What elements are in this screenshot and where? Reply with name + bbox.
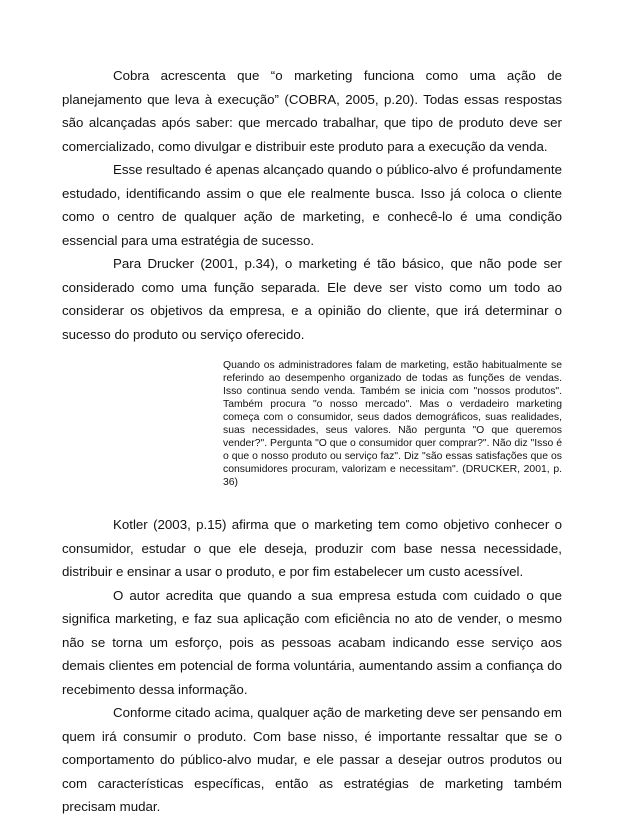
paragraph-conforme: Conforme citado acima, qualquer ação de marketing deve ser pensando em quem irá consumir o produto. Com base nisso, é importante ressaltar que se o comportamento do público-alvo mudar, e ele passar a desejar outros produtos ou com características específicas, então as estratégias de marketing também precisam mudar. [62, 705, 562, 815]
paragraph-kotler: Kotler (2003, p.15) afirma que o marketing tem como objetivo conhecer o consumidor, estudar o que ele deseja, produzir com base nessa necessidade, distribuir e ensinar a usar o produto, e por fim estabelecer um custo acessível. [62, 517, 562, 580]
paragraph-cobra: Cobra acrescenta que “o marketing funciona como uma ação de planejamento que leva à execução” (COBRA, 2005, p.20). Todas essas respostas são alcançadas após saber: que mercado trabalhar, que tipo de produto deve ser comercializado, como divulgar e distribuir este produto para a execução da venda. [62, 68, 562, 154]
paragraph-drucker: Para Drucker (2001, p.34), o marketing é tão básico, que não pode ser considerado como uma função separada. Ele deve ser visto como um todo ao considerar os objetivos da empresa, e a opinião do cliente, que irá determinar o sucesso do produto ou serviço oferecido. [62, 256, 562, 342]
document-page [62, 64, 562, 819]
paragraph-publico-alvo: Esse resultado é apenas alcançado quando o público-alvo é profundamente estudado, identificando assim o que ele realmente busca. Isso já coloca o cliente como o centro de qualquer ação de marketing, e conhecê-lo é uma condição essencial para uma estratégia de sucesso. [62, 162, 562, 248]
block-quote-drucker: Quando os administradores falam de marketing, estão habitualmente se referindo ao desempenho organizado de todas as funções de vendas. Isso continua sendo venda. Também se inicia com "nossos produtos". Também procura "o nosso mercado". Mas o verdadeiro marketing começa com o consumidor, seus dados demográficos, suas realidades, suas necessidades, seus valores. Não pergunta "O que queremos vender?". Pergunta "O que o consumidor quer comprar?". Não diz "Isso é o que o nosso produto ou serviço faz". Diz "são essas satisfações que os consumidores procuram, valorizam e necessitam". (DRUCKER, 2001, p. 36) [223, 360, 562, 489]
paragraph-autor: O autor acredita que quando a sua empresa estuda com cuidado o que significa marketing, e faz sua aplicação com eficiência no ato de vender, o mesmo não se torna um esforço, pois as pessoas acabam indicando esse serviço aos demais clientes em potencial de forma voluntária, aumentando assim a confiança do recebimento dessa informação. [62, 587, 562, 697]
